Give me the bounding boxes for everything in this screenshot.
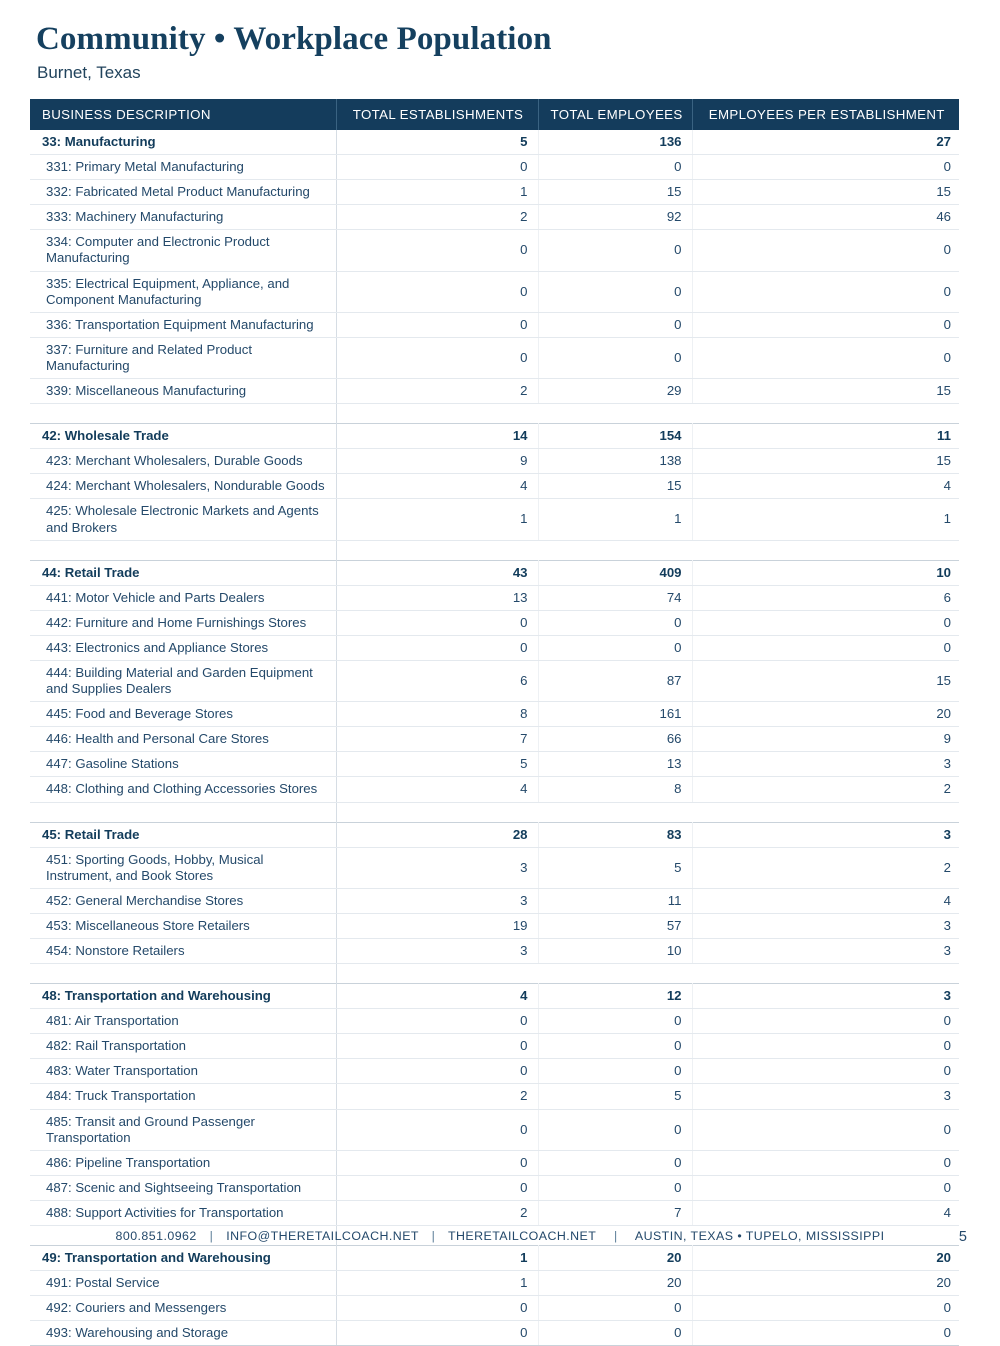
row-total-employees: 0 bbox=[538, 1150, 692, 1175]
row-total-employees: 8 bbox=[538, 777, 692, 802]
group-total-establishments: 1 bbox=[336, 1246, 538, 1271]
table-group-row bbox=[30, 560, 959, 585]
group-total-employees: 20 bbox=[538, 1246, 692, 1271]
row-total-employees: 161 bbox=[538, 702, 692, 727]
row-total-employees: 0 bbox=[538, 312, 692, 337]
row-employees-per-establishment: 0 bbox=[692, 1150, 959, 1175]
row-description: 425: Wholesale Electronic Markets and Agents and Brokers bbox=[30, 499, 336, 540]
row-employees-per-establishment: 3 bbox=[692, 752, 959, 777]
row-description: 482: Rail Transportation bbox=[30, 1034, 336, 1059]
row-total-employees: 0 bbox=[538, 635, 692, 660]
row-total-establishments: 3 bbox=[336, 939, 538, 964]
row-total-employees: 0 bbox=[538, 1296, 692, 1321]
row-employees-per-establishment: 20 bbox=[692, 702, 959, 727]
group-description: 44: Retail Trade bbox=[30, 560, 336, 585]
row-employees-per-establishment: 15 bbox=[692, 180, 959, 205]
row-employees-per-establishment: 4 bbox=[692, 474, 959, 499]
table-row bbox=[30, 1059, 959, 1084]
row-description: 487: Scenic and Sightseeing Transportation bbox=[30, 1175, 336, 1200]
table-row bbox=[30, 230, 959, 271]
table-row bbox=[30, 499, 959, 540]
row-description: 334: Computer and Electronic Product Manufacturing bbox=[30, 230, 336, 271]
row-description: 337: Furniture and Related Product Manufacturing bbox=[30, 337, 336, 378]
table-row bbox=[30, 312, 959, 337]
row-employees-per-establishment: 0 bbox=[692, 610, 959, 635]
spacer-cell bbox=[538, 540, 692, 560]
row-employees-per-establishment: 0 bbox=[692, 230, 959, 271]
group-employees-per-establishment: 10 bbox=[692, 560, 959, 585]
table-row bbox=[30, 635, 959, 660]
spacer-cell bbox=[30, 964, 336, 984]
table-row bbox=[30, 1084, 959, 1109]
table-row bbox=[30, 379, 959, 404]
group-employees-per-establishment: 3 bbox=[692, 984, 959, 1009]
group-employees-per-establishment: 11 bbox=[692, 424, 959, 449]
row-description: 451: Sporting Goods, Hobby, Musical Instrument, and Book Stores bbox=[30, 847, 336, 888]
column-header-employees-per-establishment: EMPLOYEES PER ESTABLISHMENT bbox=[692, 99, 959, 130]
group-employees-per-establishment: 20 bbox=[692, 1246, 959, 1271]
row-total-establishments: 0 bbox=[336, 635, 538, 660]
footer-contact-line bbox=[0, 1229, 1000, 1243]
spacer-cell bbox=[538, 964, 692, 984]
business-description-table bbox=[30, 99, 959, 1346]
row-description: 441: Motor Vehicle and Parts Dealers bbox=[30, 585, 336, 610]
spacer-cell bbox=[336, 964, 538, 984]
row-total-employees: 11 bbox=[538, 888, 692, 913]
spacer-cell bbox=[30, 802, 336, 822]
table-row bbox=[30, 1109, 959, 1150]
row-total-establishments: 2 bbox=[336, 379, 538, 404]
row-employees-per-establishment: 0 bbox=[692, 1296, 959, 1321]
row-total-establishments: 0 bbox=[336, 610, 538, 635]
row-description: 485: Transit and Ground Passenger Transportation bbox=[30, 1109, 336, 1150]
column-header-total-establishments: TOTAL ESTABLISHMENTS bbox=[336, 99, 538, 130]
row-description: 424: Merchant Wholesalers, Nondurable Goods bbox=[30, 474, 336, 499]
row-description: 332: Fabricated Metal Product Manufacturing bbox=[30, 180, 336, 205]
row-employees-per-establishment: 2 bbox=[692, 777, 959, 802]
spacer-cell bbox=[336, 540, 538, 560]
spacer-cell bbox=[336, 404, 538, 424]
table-section-spacer bbox=[30, 964, 959, 984]
business-description-table-wrapper bbox=[30, 99, 959, 1346]
page-subtitle: Burnet, Texas bbox=[37, 62, 141, 82]
table-section-spacer bbox=[30, 540, 959, 560]
row-total-establishments: 0 bbox=[336, 337, 538, 378]
row-total-establishments: 0 bbox=[336, 155, 538, 180]
row-employees-per-establishment: 0 bbox=[692, 1175, 959, 1200]
row-employees-per-establishment: 9 bbox=[692, 727, 959, 752]
row-description: 484: Truck Transportation bbox=[30, 1084, 336, 1109]
table-section-spacer bbox=[30, 802, 959, 822]
row-total-employees: 0 bbox=[538, 1034, 692, 1059]
spacer-cell bbox=[30, 404, 336, 424]
row-total-establishments: 0 bbox=[336, 271, 538, 312]
row-total-establishments: 19 bbox=[336, 913, 538, 938]
row-total-employees: 1 bbox=[538, 499, 692, 540]
row-employees-per-establishment: 0 bbox=[692, 1321, 959, 1346]
table-row bbox=[30, 702, 959, 727]
row-total-employees: 0 bbox=[538, 155, 692, 180]
row-total-employees: 0 bbox=[538, 1109, 692, 1150]
group-total-establishments: 5 bbox=[336, 130, 538, 155]
row-total-employees: 0 bbox=[538, 271, 692, 312]
footer-separator-1: | bbox=[209, 1229, 214, 1243]
row-total-employees: 138 bbox=[538, 449, 692, 474]
row-total-employees: 5 bbox=[538, 847, 692, 888]
row-total-employees: 20 bbox=[538, 1271, 692, 1296]
spacer-cell bbox=[336, 802, 538, 822]
table-row bbox=[30, 847, 959, 888]
row-employees-per-establishment: 6 bbox=[692, 585, 959, 610]
row-employees-per-establishment: 0 bbox=[692, 1109, 959, 1150]
page-header bbox=[36, 22, 964, 82]
row-total-establishments: 1 bbox=[336, 499, 538, 540]
row-employees-per-establishment: 4 bbox=[692, 1200, 959, 1225]
row-description: 448: Clothing and Clothing Accessories Stores bbox=[30, 777, 336, 802]
table-row bbox=[30, 727, 959, 752]
spacer-cell bbox=[692, 540, 959, 560]
table-row bbox=[30, 888, 959, 913]
row-total-establishments: 0 bbox=[336, 1175, 538, 1200]
row-total-employees: 66 bbox=[538, 727, 692, 752]
row-total-employees: 15 bbox=[538, 474, 692, 499]
table-header bbox=[30, 99, 959, 130]
row-employees-per-establishment: 2 bbox=[692, 847, 959, 888]
table-row bbox=[30, 660, 959, 701]
row-description: 486: Pipeline Transportation bbox=[30, 1150, 336, 1175]
group-total-establishments: 28 bbox=[336, 822, 538, 847]
table-row bbox=[30, 271, 959, 312]
row-description: 335: Electrical Equipment, Appliance, and Component Manufacturing bbox=[30, 271, 336, 312]
group-total-establishments: 14 bbox=[336, 424, 538, 449]
row-description: 331: Primary Metal Manufacturing bbox=[30, 155, 336, 180]
column-header-business-description: BUSINESS DESCRIPTION bbox=[30, 99, 336, 130]
table-row bbox=[30, 1009, 959, 1034]
footer-email: INFO@THERETAILCOACH.NET bbox=[226, 1229, 419, 1243]
row-total-establishments: 4 bbox=[336, 474, 538, 499]
row-description: 333: Machinery Manufacturing bbox=[30, 205, 336, 230]
row-total-establishments: 2 bbox=[336, 1084, 538, 1109]
table-header-row bbox=[30, 99, 959, 130]
row-description: 481: Air Transportation bbox=[30, 1009, 336, 1034]
group-total-employees: 154 bbox=[538, 424, 692, 449]
row-employees-per-establishment: 15 bbox=[692, 660, 959, 701]
row-total-establishments: 0 bbox=[336, 1150, 538, 1175]
row-total-establishments: 0 bbox=[336, 1296, 538, 1321]
table-row bbox=[30, 1321, 959, 1346]
table-row bbox=[30, 913, 959, 938]
row-employees-per-establishment: 1 bbox=[692, 499, 959, 540]
row-total-establishments: 0 bbox=[336, 1034, 538, 1059]
row-total-employees: 0 bbox=[538, 1175, 692, 1200]
table-row bbox=[30, 449, 959, 474]
row-total-establishments: 8 bbox=[336, 702, 538, 727]
table-row bbox=[30, 337, 959, 378]
spacer-cell bbox=[538, 802, 692, 822]
table-row bbox=[30, 777, 959, 802]
row-total-employees: 15 bbox=[538, 180, 692, 205]
row-total-establishments: 1 bbox=[336, 180, 538, 205]
row-description: 454: Nonstore Retailers bbox=[30, 939, 336, 964]
row-total-establishments: 13 bbox=[336, 585, 538, 610]
table-row bbox=[30, 585, 959, 610]
row-employees-per-establishment: 0 bbox=[692, 155, 959, 180]
row-employees-per-establishment: 0 bbox=[692, 312, 959, 337]
table-group-row bbox=[30, 822, 959, 847]
group-total-employees: 409 bbox=[538, 560, 692, 585]
table-row bbox=[30, 1296, 959, 1321]
column-header-total-employees: TOTAL EMPLOYEES bbox=[538, 99, 692, 130]
row-employees-per-establishment: 3 bbox=[692, 913, 959, 938]
table-row bbox=[30, 752, 959, 777]
row-description: 443: Electronics and Appliance Stores bbox=[30, 635, 336, 660]
table-row bbox=[30, 939, 959, 964]
row-total-employees: 0 bbox=[538, 1059, 692, 1084]
table-row bbox=[30, 1034, 959, 1059]
row-total-establishments: 7 bbox=[336, 727, 538, 752]
table-section-spacer bbox=[30, 404, 959, 424]
group-description: 42: Wholesale Trade bbox=[30, 424, 336, 449]
row-employees-per-establishment: 0 bbox=[692, 1034, 959, 1059]
page-footer bbox=[0, 1229, 1000, 1251]
row-employees-per-establishment: 15 bbox=[692, 449, 959, 474]
row-employees-per-establishment: 0 bbox=[692, 337, 959, 378]
spacer-cell bbox=[692, 964, 959, 984]
table-group-row bbox=[30, 424, 959, 449]
row-total-employees: 0 bbox=[538, 230, 692, 271]
row-total-establishments: 3 bbox=[336, 888, 538, 913]
row-total-establishments: 9 bbox=[336, 449, 538, 474]
row-description: 452: General Merchandise Stores bbox=[30, 888, 336, 913]
row-total-employees: 0 bbox=[538, 610, 692, 635]
footer-locations: AUSTIN, TEXAS • TUPELO, MISSISSIPPI bbox=[634, 1229, 885, 1243]
row-description: 492: Couriers and Messengers bbox=[30, 1296, 336, 1321]
row-total-employees: 92 bbox=[538, 205, 692, 230]
row-description: 491: Postal Service bbox=[30, 1271, 336, 1296]
table-row bbox=[30, 180, 959, 205]
row-employees-per-establishment: 3 bbox=[692, 1084, 959, 1109]
group-description: 33: Manufacturing bbox=[30, 130, 336, 155]
row-description: 493: Warehousing and Storage bbox=[30, 1321, 336, 1346]
row-total-establishments: 6 bbox=[336, 660, 538, 701]
group-description: 49: Transportation and Warehousing bbox=[30, 1246, 336, 1271]
row-total-employees: 0 bbox=[538, 1009, 692, 1034]
row-total-establishments: 3 bbox=[336, 847, 538, 888]
row-total-employees: 0 bbox=[538, 1321, 692, 1346]
row-employees-per-establishment: 0 bbox=[692, 635, 959, 660]
footer-separator-2: | bbox=[431, 1229, 436, 1243]
row-total-employees: 13 bbox=[538, 752, 692, 777]
spacer-cell bbox=[30, 540, 336, 560]
row-total-establishments: 0 bbox=[336, 1321, 538, 1346]
row-description: 445: Food and Beverage Stores bbox=[30, 702, 336, 727]
row-employees-per-establishment: 4 bbox=[692, 888, 959, 913]
group-total-employees: 83 bbox=[538, 822, 692, 847]
row-total-employees: 57 bbox=[538, 913, 692, 938]
spacer-cell bbox=[692, 404, 959, 424]
row-employees-per-establishment: 0 bbox=[692, 271, 959, 312]
footer-website: THERETAILCOACH.NET bbox=[447, 1229, 597, 1243]
table-row bbox=[30, 1271, 959, 1296]
row-description: 339: Miscellaneous Manufacturing bbox=[30, 379, 336, 404]
table-group-row bbox=[30, 984, 959, 1009]
row-total-employees: 0 bbox=[538, 337, 692, 378]
table-row bbox=[30, 1200, 959, 1225]
row-total-establishments: 2 bbox=[336, 1200, 538, 1225]
page-title: Community • Workplace Population bbox=[36, 21, 552, 57]
row-description: 453: Miscellaneous Store Retailers bbox=[30, 913, 336, 938]
group-employees-per-establishment: 27 bbox=[692, 130, 959, 155]
row-employees-per-establishment: 0 bbox=[692, 1059, 959, 1084]
footer-separator-3: | bbox=[613, 1229, 618, 1243]
spacer-cell bbox=[538, 404, 692, 424]
table-group-row bbox=[30, 130, 959, 155]
row-description: 444: Building Material and Garden Equipment and Supplies Dealers bbox=[30, 660, 336, 701]
row-total-employees: 87 bbox=[538, 660, 692, 701]
row-total-employees: 7 bbox=[538, 1200, 692, 1225]
row-total-employees: 29 bbox=[538, 379, 692, 404]
row-description: 442: Furniture and Home Furnishings Stores bbox=[30, 610, 336, 635]
row-total-employees: 74 bbox=[538, 585, 692, 610]
table-body bbox=[30, 130, 959, 1346]
row-description: 446: Health and Personal Care Stores bbox=[30, 727, 336, 752]
table-row bbox=[30, 205, 959, 230]
footer-phone: 800.851.0962 bbox=[115, 1229, 197, 1243]
group-description: 48: Transportation and Warehousing bbox=[30, 984, 336, 1009]
group-total-employees: 136 bbox=[538, 130, 692, 155]
row-description: 483: Water Transportation bbox=[30, 1059, 336, 1084]
row-employees-per-establishment: 15 bbox=[692, 379, 959, 404]
row-total-establishments: 1 bbox=[336, 1271, 538, 1296]
group-total-establishments: 4 bbox=[336, 984, 538, 1009]
row-employees-per-establishment: 20 bbox=[692, 1271, 959, 1296]
row-description: 336: Transportation Equipment Manufacturing bbox=[30, 312, 336, 337]
group-total-establishments: 43 bbox=[336, 560, 538, 585]
row-employees-per-establishment: 3 bbox=[692, 939, 959, 964]
row-total-establishments: 0 bbox=[336, 1009, 538, 1034]
page-number: 5 bbox=[958, 1229, 967, 1245]
table-row bbox=[30, 610, 959, 635]
row-total-establishments: 5 bbox=[336, 752, 538, 777]
row-description: 447: Gasoline Stations bbox=[30, 752, 336, 777]
row-total-employees: 10 bbox=[538, 939, 692, 964]
row-total-establishments: 0 bbox=[336, 1109, 538, 1150]
group-total-employees: 12 bbox=[538, 984, 692, 1009]
table-row bbox=[30, 1150, 959, 1175]
table-row bbox=[30, 1175, 959, 1200]
row-total-establishments: 4 bbox=[336, 777, 538, 802]
row-total-establishments: 2 bbox=[336, 205, 538, 230]
row-description: 488: Support Activities for Transportation bbox=[30, 1200, 336, 1225]
group-employees-per-establishment: 3 bbox=[692, 822, 959, 847]
row-total-establishments: 0 bbox=[336, 312, 538, 337]
table-row bbox=[30, 155, 959, 180]
group-description: 45: Retail Trade bbox=[30, 822, 336, 847]
table-row bbox=[30, 474, 959, 499]
row-employees-per-establishment: 46 bbox=[692, 205, 959, 230]
row-total-establishments: 0 bbox=[336, 230, 538, 271]
row-total-establishments: 0 bbox=[336, 1059, 538, 1084]
spacer-cell bbox=[692, 802, 959, 822]
row-description: 423: Merchant Wholesalers, Durable Goods bbox=[30, 449, 336, 474]
row-total-employees: 5 bbox=[538, 1084, 692, 1109]
row-employees-per-establishment: 0 bbox=[692, 1009, 959, 1034]
